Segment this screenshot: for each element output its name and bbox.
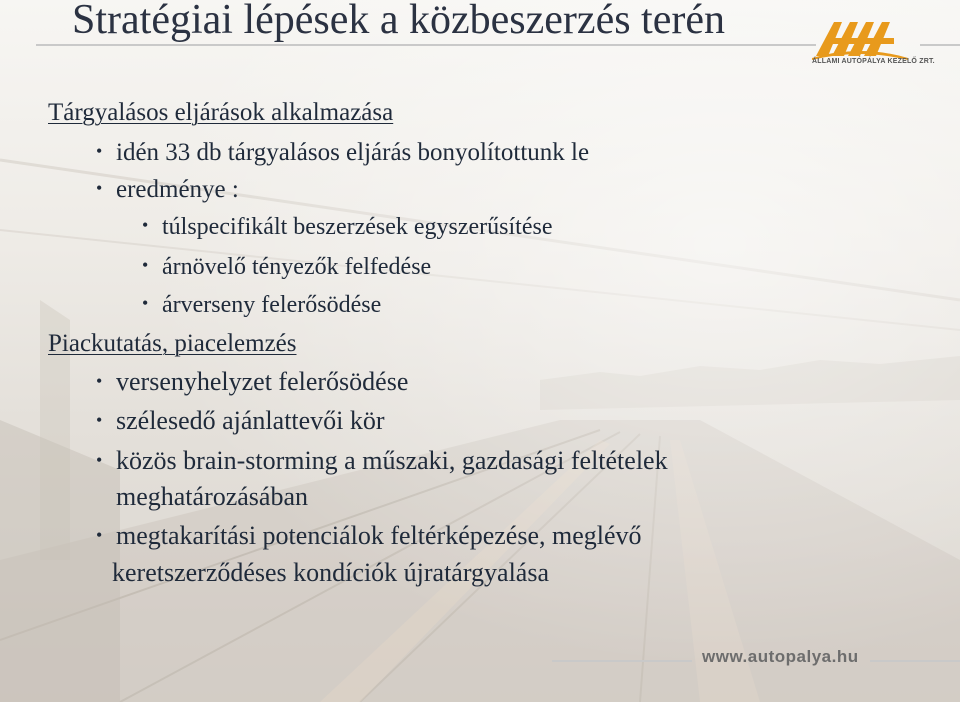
bullet-icon: • bbox=[142, 215, 149, 235]
bullet-icon: • bbox=[142, 293, 149, 313]
list-item: • versenyhelyzet felerősödése bbox=[96, 367, 409, 396]
list-item: • eredménye : bbox=[96, 176, 239, 203]
bullet-icon: • bbox=[96, 450, 103, 470]
bullet-icon: • bbox=[96, 410, 103, 430]
bullet-icon: • bbox=[96, 371, 103, 391]
list-item: • idén 33 db tárgyalásos eljárás bonyolítottunk le bbox=[96, 139, 590, 166]
logo-caption: ÁLLAMI AUTÓPÁLYA KEZELŐ ZRT. bbox=[812, 58, 935, 65]
sub-list-item: • árnövelő tényezők felfedése bbox=[142, 254, 432, 280]
footer-divider-right bbox=[870, 660, 960, 662]
section-heading: Tárgyalásos eljárások alkalmazása bbox=[48, 99, 394, 126]
footer-url: www.autopalya.hu bbox=[702, 647, 859, 666]
sub-list-item: • túlspecifikált beszerzések egyszerűsítése bbox=[142, 214, 553, 240]
list-item: • szélesedő ajánlattevői kör bbox=[96, 406, 385, 435]
bullet-icon: • bbox=[96, 178, 103, 198]
bullet-icon: • bbox=[96, 141, 103, 161]
list-item-continuation: keretszerződéses kondíciók újratárgyalása bbox=[112, 558, 549, 587]
footer-divider bbox=[552, 660, 692, 662]
sub-list-item: • árverseny felerősödése bbox=[142, 292, 382, 318]
list-item: • közös brain-storming a műszaki, gazdasági feltételek bbox=[96, 446, 668, 475]
bullet-icon: • bbox=[96, 525, 103, 545]
list-item-continuation: meghatározásában bbox=[116, 482, 309, 511]
bullet-icon: • bbox=[142, 255, 149, 275]
section-heading: Piackutatás, piacelemzés bbox=[48, 330, 297, 357]
page-title: Stratégiai lépések a közbeszerzés terén bbox=[72, 0, 725, 43]
list-item: • megtakarítási potenciálok feltérképezése, meglévő bbox=[96, 521, 642, 550]
